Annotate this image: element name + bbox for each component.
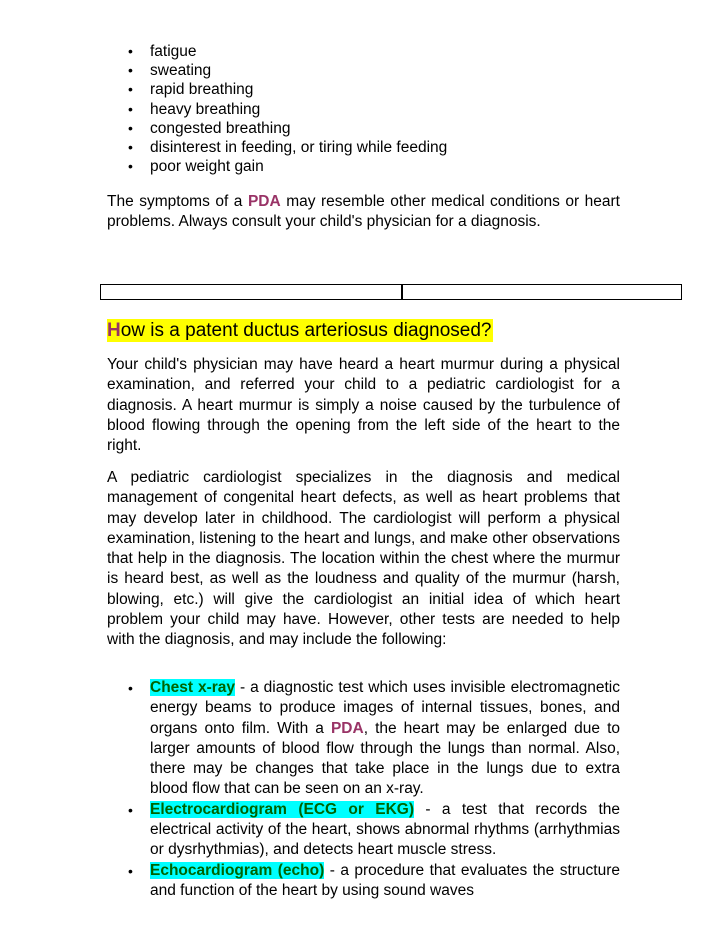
table-cell bbox=[403, 285, 681, 299]
symptom-item: • fatigue bbox=[128, 42, 447, 61]
symptom-item: • congested breathing bbox=[128, 119, 447, 138]
test-item-echo bbox=[128, 861, 620, 902]
symptom-item: • disinterest in feeding, or tiring while feeding bbox=[128, 138, 447, 157]
symptom-list bbox=[128, 42, 447, 176]
symptom-item: • rapid breathing bbox=[128, 80, 447, 99]
paragraph-cardiologist: A pediatric cardiologist specializes in the diagnosis and medical management of congenital heart defects, as well as heart problems that may develop later in childhood. The cardiologist will perform a physical examination, listening to the heart and lungs, and make other observations that help in the diagnosis. The location within the chest where the murmur is heard best, as well as the loudness and quality of the murmur (harsh, blowing, etc.) will give the cardiologist an initial idea of which heart problem your child may have. However, other tests are needed to help with the diagnosis, and may include the following: bbox=[107, 469, 620, 649]
symptom-item: • sweating bbox=[128, 61, 447, 80]
symptom-note-paragraph bbox=[107, 192, 620, 233]
test-item-chest-xray bbox=[128, 678, 620, 800]
test-term: Echocardiogram (echo) bbox=[150, 861, 325, 879]
heading-text: ow is a patent ductus arteriosus diagnosed? bbox=[120, 320, 492, 341]
heading-first-letter: H bbox=[107, 320, 121, 341]
diagnostic-test-list bbox=[128, 678, 620, 901]
empty-table bbox=[100, 284, 682, 300]
note-text-start: The symptoms of a bbox=[107, 193, 248, 210]
symptom-item: • poor weight gain bbox=[128, 157, 447, 176]
test-term: Chest x-ray bbox=[150, 679, 236, 696]
paragraph-murmur: Your child's physician may have heard a heart murmur during a physical examination, and referred your child to a pediatric cardiologist for a diagnosis. A heart murmur is simply a noise caused by the turbulence of blood flowing through the opening from the left side of the heart to the right. bbox=[107, 356, 620, 455]
pda-term: PDA bbox=[247, 193, 281, 210]
table-cell bbox=[101, 285, 403, 299]
pda-term: PDA bbox=[330, 719, 364, 737]
test-description: - a diagnostic test which uses invisible electromagnetic energy beams to produce images of internal tissues, bones, and organs onto film. With a bbox=[150, 679, 620, 737]
section-heading bbox=[107, 319, 493, 342]
test-term: Electrocardiogram (ECG or EKG) bbox=[150, 800, 415, 818]
symptom-item: • heavy breathing bbox=[128, 100, 447, 119]
test-description: - a test that records the electrical activity of the heart, shows abnormal rhythms (arrhythmias or dysrhythmias), and detects heart muscle stress. bbox=[150, 800, 620, 859]
note-text-end: may resemble other medical conditions or heart problems. Always consult your child's physician for a diagnosis. bbox=[107, 193, 620, 231]
test-item-ecg bbox=[128, 800, 620, 861]
test-description: , the heart may be enlarged due to larger amounts of blood flow through the lungs than normal. Also, there may be changes that take place in the lungs due to extra blood flow that can be seen on an x-ray. bbox=[150, 719, 621, 798]
test-description: - a procedure that evaluates the structure and function of the heart by using sound waves bbox=[150, 861, 620, 899]
